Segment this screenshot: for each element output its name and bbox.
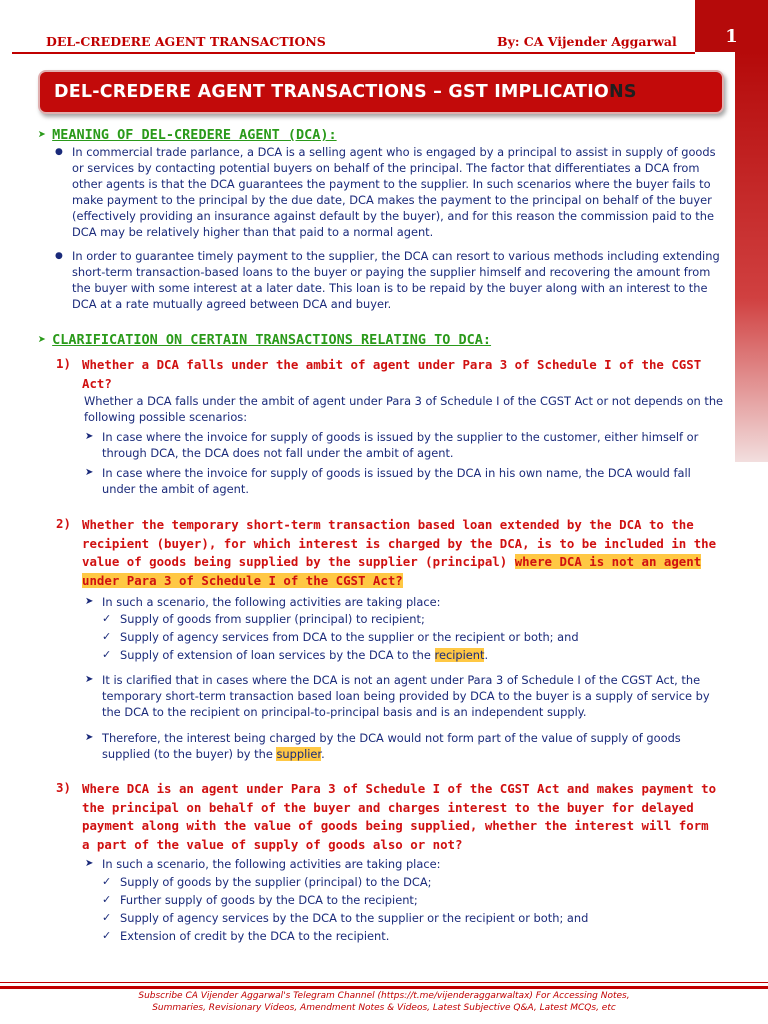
- list-item: [102, 910, 720, 926]
- list-item: [102, 874, 720, 890]
- page-header: [0, 0, 768, 60]
- question-3: Where DCA is an agent under Para 3 of Schedule I of the CGST Act and makes payment to the principal on behalf of the buyer and charges interest to the buyer for delayed payment along with the value of goods being supplied, whether the interest will form a part of the value of supply of goods also or not?: [82, 781, 717, 852]
- check-text: Supply of extension of loan services by the DCA to the: [120, 648, 431, 662]
- point-text: In such a scenario, the following activities are taking place:: [102, 595, 441, 609]
- point-text: In case where the invoice for supply of goods is issued by the supplier to the customer, either himself or through DCA, the DCA does not fall under the ambit of agent.: [102, 430, 699, 460]
- bullet-icon: ●: [55, 147, 63, 157]
- check-text: Supply of agency services from DCA to the supplier or the recipient or both; and: [120, 630, 579, 644]
- checkmark-icon: ✓: [102, 648, 112, 661]
- footer-divider: [0, 982, 768, 983]
- side-decoration-bar: [735, 52, 768, 462]
- question-number: 3): [56, 780, 71, 795]
- list-item: [55, 248, 722, 312]
- arrow-icon: ➤: [38, 332, 47, 348]
- section-heading-text: CLARIFICATION ON CERTAIN TRANSACTIONS RELATING TO DCA:: [52, 332, 492, 348]
- header-title: DEL-CREDERE AGENT TRANSACTIONS: [46, 34, 326, 49]
- bullet-icon: ●: [55, 251, 63, 261]
- footer-line-2: Summaries, Revisionary Videos, Amendment Notes & Videos, Latest Subjective Q&A, Latest MCQs, etc: [152, 1003, 616, 1013]
- checkmark-icon: ✓: [102, 612, 112, 625]
- checkmark-icon: ✓: [102, 630, 112, 643]
- checkmark-icon: ✓: [102, 911, 112, 924]
- checkmark-icon: ✓: [102, 929, 112, 942]
- point-text: It is clarified that in cases where the DCA is not an agent under Para 3 of Schedule I of the CGST Act, the temporary short-term transaction based loan being provided by DCA to the buyer is a supply of service by the DCA to the recipient on principal-to-principal basis and is an independent supply.: [102, 673, 710, 719]
- list-item: [102, 629, 720, 645]
- section-heading-meaning: [38, 127, 337, 143]
- question-2-text: Whether the temporary short-term transaction based loan extended by the DCA to the recipient (buyer), for which interest is charged by the DCA, is to be included in the value of goods being supplied by the supplier (principal): [82, 517, 717, 569]
- highlight-text: supplier: [276, 747, 322, 761]
- check-text: Extension of credit by the DCA to the recipient.: [120, 929, 390, 943]
- footer-note: [84, 990, 684, 1014]
- arrow-icon: ➤: [85, 858, 94, 869]
- check-text: Supply of goods from supplier (principal) to recipient;: [120, 612, 425, 626]
- title-tail: NS: [608, 82, 637, 102]
- checkmark-icon: ✓: [102, 893, 112, 906]
- point-text: Therefore, the interest being charged by the DCA would not form part of the value of supply of goods supplied (to the buyer) by the: [102, 731, 681, 761]
- page-number: 1: [695, 0, 768, 52]
- point-text: In case where the invoice for supply of goods is issued by the DCA in his own name, the DCA would fall under the ambit of agent.: [102, 466, 691, 496]
- list-item: ✓ Supply of extension of loan services by the DCA to the recipient.: [102, 648, 489, 662]
- bullet-text: In order to guarantee timely payment to the supplier, the DCA can resort to various methods including extending short-term transaction-based loans to the buyer or paying the supplier himself and recovering the amount from the buyer with some interest at a later date. This loan is to be repaid by the buyer along with an interest to the DCA at a rate mutually agreed between DCA and buyer.: [72, 249, 720, 311]
- header-divider: [12, 52, 695, 54]
- question-2: [82, 516, 722, 590]
- question-1: Whether a DCA falls under the ambit of agent under Para 3 of Schedule I of the CGST Act?: [82, 357, 702, 391]
- arrow-icon: ➤: [85, 674, 94, 685]
- point-text: In such a scenario, the following activities are taking place:: [102, 857, 441, 871]
- arrow-icon: ➤: [85, 596, 94, 607]
- question-2-highlight: where DCA is not an agent under Para 3 of Schedule I of the CGST Act?: [82, 554, 702, 588]
- section-heading-text: MEANING OF DEL-CREDERE AGENT (DCA):: [52, 127, 337, 143]
- list-item: [85, 594, 724, 610]
- list-item: [102, 611, 720, 627]
- question-1-answer: Whether a DCA falls under the ambit of agent under Para 3 of Schedule I of the CGST Act or not depends on the following possible scenarios:: [84, 394, 724, 424]
- arrow-icon: ➤: [85, 431, 94, 442]
- question-number: 1): [56, 356, 71, 371]
- list-item: [85, 465, 724, 497]
- title-main: DEL-CREDERE AGENT TRANSACTIONS – GST IMPLICATIO: [54, 82, 609, 102]
- list-item: [85, 429, 724, 461]
- question-number: 2): [56, 516, 71, 531]
- list-item: [85, 856, 724, 872]
- list-item: [85, 672, 724, 720]
- list-item: [102, 892, 720, 908]
- bullet-text: In commercial trade parlance, a DCA is a selling agent who is engaged by a principal to assist in supply of goods or services by contacting potential buyers on behalf of the principal. The factor that differentiates a DCA from other agents is that the DCA guarantees the payment to the supplier. In such scenarios where the buyer fails to make payment to the principal by the due date, DCA makes the payment to the principal on behalf of the buyer (effectively providing an insurance against default by the buyer), and for this reason the commission paid to the DCA may be relatively higher than that paid to a normal agent.: [72, 145, 716, 239]
- list-item: [55, 144, 722, 240]
- checkmark-icon: ✓: [102, 875, 112, 888]
- footer-divider-thick: [0, 986, 768, 989]
- list-item: ➤ Therefore, the interest being charged by the DCA would not form part of the value of supply of goods supplied (to the buyer) by the supplier.: [85, 731, 681, 761]
- document-title: [38, 70, 724, 114]
- list-item: [102, 928, 720, 944]
- arrow-icon: ➤: [38, 127, 47, 143]
- section-heading-clarification: [38, 332, 491, 348]
- footer-line-1: Subscribe CA Vijender Aggarwal's Telegram Channel (https://t.me/vijenderaggarwaltax) For Accessing Notes,: [138, 991, 630, 1001]
- arrow-icon: ➤: [85, 732, 94, 743]
- header-author: By: CA Vijender Aggarwal: [497, 34, 677, 49]
- highlight-text: recipient: [434, 648, 485, 662]
- check-text: Further supply of goods by the DCA to the recipient;: [120, 893, 418, 907]
- arrow-icon: ➤: [85, 467, 94, 478]
- check-text: Supply of goods by the supplier (principal) to the DCA;: [120, 875, 432, 889]
- check-text: Supply of agency services by the DCA to the supplier or the recipient or both; and: [120, 911, 589, 925]
